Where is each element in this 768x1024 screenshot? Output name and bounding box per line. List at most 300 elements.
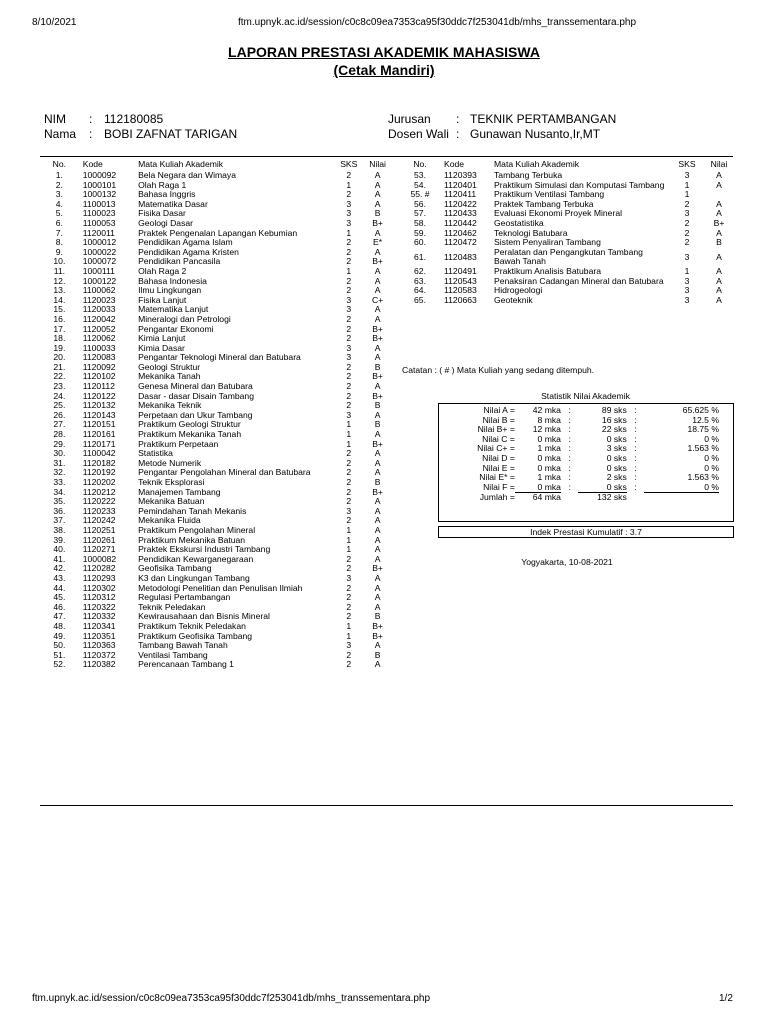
catatan-note: Catatan : ( # ) Mata Kuliah yang sedang ditempuh.: [402, 365, 595, 375]
course-code: 1120042: [82, 313, 116, 324]
course-name: Mekanika Teknik: [138, 400, 202, 411]
course-code: 1120442: [444, 217, 477, 228]
statistik-title: Statistik Nilai Akademik: [541, 391, 630, 401]
course-no: 47.: [53, 611, 66, 622]
course-grade: A: [374, 601, 381, 612]
course-code: 1120083: [82, 352, 116, 363]
course-code: 1000111: [82, 265, 115, 276]
course-no: 56.: [414, 198, 426, 209]
statistik-label: Nilai C+ =: [477, 443, 515, 454]
course-code: 1000092: [82, 170, 117, 180]
course-code: 1120351: [82, 630, 116, 641]
course-grade: A: [374, 265, 381, 276]
col-mk: Mata Kuliah Akademik: [494, 159, 580, 169]
course-grade: B+: [372, 371, 383, 382]
course-name: Mekanika Tanah: [138, 371, 201, 382]
course-grade: B+: [372, 620, 383, 631]
course-name: Tambang Bawah Tanah: [138, 640, 228, 651]
course-grade: B+: [372, 333, 383, 344]
statistik-total-row: [449, 493, 719, 503]
course-grade: B: [374, 361, 381, 372]
course-code: 1120491: [444, 265, 477, 276]
course-no: 59.: [414, 227, 426, 238]
col-kode: Kode: [82, 159, 103, 169]
statistik-colon: :: [568, 462, 571, 473]
course-name: Praktikum Pengolahan Mineral: [138, 524, 256, 535]
course-no: 1.: [55, 170, 63, 180]
course-code: 1120663: [444, 294, 477, 305]
course-code: 1120393: [444, 170, 477, 180]
course-no: 31.: [53, 457, 66, 468]
course-no: 2.: [55, 179, 63, 190]
course-code: 1120422: [444, 198, 477, 209]
course-no: 8.: [55, 237, 63, 248]
col-mk: Mata Kuliah Akademik: [138, 159, 224, 169]
course-code: 1120112: [82, 381, 115, 392]
course-code: 1100013: [82, 198, 116, 209]
statistik-box: [438, 403, 734, 522]
course-grade: A: [716, 179, 722, 190]
course-grade: A: [374, 534, 381, 545]
course-name: Peralatan dan Pengangkutan Tambang Bawah Tanah: [494, 246, 643, 267]
course-code: 1120171: [82, 438, 116, 449]
course-sks: 1: [684, 189, 690, 200]
course-code: 1120411: [444, 189, 477, 200]
course-no: 10.: [53, 256, 66, 267]
course-name: Kewirausahaan dan Bisnis Mineral: [138, 611, 270, 622]
course-name: Praktek Ekskursi Industri Tambang: [138, 544, 271, 555]
course-code: 1120302: [82, 582, 116, 593]
course-no: 46.: [53, 601, 66, 612]
course-grade: A: [374, 275, 381, 286]
statistik-sks: 16 sks: [601, 414, 627, 425]
course-grade: B+: [372, 256, 383, 267]
statistik-mk: 0 mka: [537, 462, 561, 473]
course-name: Teknik Peledakan: [138, 601, 206, 612]
course-no: 50.: [53, 640, 66, 651]
course-sks: 3: [346, 572, 352, 583]
course-name: Matematika Dasar: [138, 198, 208, 209]
course-name: K3 dan Lingkungan Tambang: [138, 572, 250, 583]
col-sks: SKS: [678, 159, 696, 169]
statistik-sks: 89 sks: [601, 405, 627, 415]
course-grade: B+: [372, 438, 383, 449]
course-no: 7.: [55, 227, 63, 238]
course-name: Kimia Dasar: [138, 342, 185, 353]
course-name: Pengantar Pengolahan Mineral dan Batubara: [138, 467, 311, 478]
course-code: 1120122: [82, 390, 116, 401]
nama-value: BOBI ZAFNAT TARIGAN: [104, 127, 238, 141]
course-name: Pengantar Teknologi Mineral dan Batubara: [138, 352, 301, 363]
course-name: Pendidikan Agama Kristen: [138, 246, 239, 257]
statistik-mk: 0 mka: [537, 481, 561, 492]
course-no: 34.: [53, 486, 66, 497]
course-sks: 2: [346, 390, 352, 401]
course-sks: 2: [346, 601, 352, 612]
course-name: Geostatistika: [494, 217, 544, 228]
statistik-pct: 65.625 %: [682, 405, 719, 415]
course-name: Olah Raga 2: [138, 265, 187, 276]
course-sks: 3: [684, 251, 690, 262]
course-no: 39.: [53, 534, 66, 545]
course-code: 1100053: [82, 217, 116, 228]
course-no: 58.: [414, 217, 426, 228]
course-grade: A: [374, 448, 381, 459]
statistik-colon: :: [634, 414, 637, 425]
course-code: 1000132: [82, 189, 117, 200]
course-grade: B+: [372, 217, 383, 228]
course-name: Pendidikan Kewarganegaraan: [138, 553, 254, 564]
course-grade: A: [374, 505, 381, 516]
course-grade: A: [716, 251, 722, 262]
course-grade: B+: [713, 217, 725, 228]
statistik-sks: 0 sks: [606, 462, 627, 473]
course-code: 1000022: [82, 246, 117, 257]
course-grade: A: [716, 285, 722, 296]
course-no: 17.: [53, 323, 66, 334]
course-sks: 3: [684, 285, 690, 296]
course-table-right: [400, 157, 733, 305]
print-date: 8/10/2021: [32, 17, 77, 28]
print-url: ftm.upnyk.ac.id/session/c0c8c09ea7353ca95f30ddc7f253041db/mhs_transsementara.php: [238, 17, 637, 28]
statistik-colon: :: [568, 405, 571, 415]
course-code: 1120182: [82, 457, 116, 468]
statistik-pct: 0 %: [704, 452, 719, 463]
course-sks: 2: [684, 217, 690, 228]
course-name: Hidrogeologi: [494, 285, 543, 296]
course-code: 1120202: [82, 477, 116, 487]
course-grade: A: [374, 246, 381, 257]
course-code: 1120261: [82, 534, 116, 545]
course-name: Praktikum Perpetaan: [138, 438, 219, 449]
course-code: 1120322: [82, 601, 116, 612]
statistik-pct: 18.75 %: [687, 424, 719, 435]
course-no: 62.: [414, 265, 426, 276]
course-sks: 3: [346, 505, 352, 516]
course-name: Bahasa Indonesia: [138, 275, 207, 286]
course-name: Praktikum Ventilasi Tambang: [494, 189, 605, 200]
course-name: Praktek Tambang Terbuka: [494, 198, 594, 209]
course-grade: A: [374, 553, 381, 564]
course-grade: A: [374, 582, 381, 593]
course-name: Mekanika Fluida: [138, 515, 201, 526]
course-sks: 1: [346, 534, 352, 545]
course-name: Geologi Struktur: [138, 361, 201, 372]
course-sks: 2: [346, 333, 352, 344]
course-code: 1120372: [82, 649, 116, 660]
course-grade: A: [374, 285, 381, 296]
table-header: [400, 157, 733, 171]
table-header: [40, 157, 392, 171]
course-code: 1120382: [82, 659, 116, 670]
course-grade: A: [716, 170, 722, 180]
course-sks: 3: [346, 409, 352, 420]
course-code: 1120483: [444, 251, 477, 262]
col-nilai: Nilai: [710, 159, 728, 169]
course-sks: 1: [346, 419, 352, 430]
course-no: 44.: [53, 582, 66, 593]
course-sks: 2: [346, 515, 352, 526]
course-sks: 3: [346, 217, 352, 228]
course-name: Teknik Eksplorasi: [138, 477, 205, 487]
course-no: 36.: [53, 505, 66, 516]
course-name: Fisika Lanjut: [138, 294, 187, 305]
course-name: Sistem Penyaliran Tambang: [494, 237, 601, 248]
course-grade: B: [374, 400, 381, 411]
course-sks: 2: [346, 477, 352, 487]
course-name: Metodologi Penelitian dan Penulisan Ilmiah: [138, 582, 303, 593]
footer-url: ftm.upnyk.ac.id/session/c0c8c09ea7353ca95f30ddc7f253041db/mhs_transsementara.php: [32, 993, 431, 1004]
course-sks: 3: [684, 170, 690, 180]
course-no: 27.: [53, 419, 66, 430]
course-code: 1120033: [82, 304, 116, 315]
statistik-pct: 1.563 %: [687, 443, 719, 454]
nim-value: 112180085: [104, 112, 164, 126]
course-no: 16.: [53, 313, 66, 324]
course-code: 1100033: [82, 342, 116, 353]
course-name: Bela Negara dan Wimaya: [138, 170, 236, 180]
statistik-mk: 12 mka: [532, 424, 561, 435]
course-grade: E*: [373, 237, 383, 248]
course-name: Genesa Mineral dan Batubara: [138, 381, 253, 392]
course-sks: 2: [346, 563, 352, 574]
course-name: Tambang Terbuka: [494, 170, 563, 180]
course-grade: A: [374, 313, 381, 324]
course-grade: A: [374, 544, 381, 555]
course-name: Pendidikan Agama Islam: [138, 237, 233, 248]
course-grade: B: [374, 477, 381, 487]
statistik-pct: 0 %: [704, 462, 719, 473]
course-no: 35.: [53, 496, 66, 507]
course-name: Teknologi Batubara: [494, 227, 568, 238]
statistik-sks: 0 sks: [606, 481, 627, 492]
col-sks: SKS: [340, 159, 358, 169]
course-name: Bahasa Inggris: [138, 189, 196, 200]
course-name: Praktikum Analisis Batubara: [494, 265, 601, 276]
course-sks: 2: [346, 256, 352, 267]
course-sks: 1: [346, 630, 352, 641]
statistik-colon: :: [568, 452, 571, 463]
course-no: 51.: [53, 649, 66, 660]
course-grade: A: [374, 572, 381, 583]
course-no: 63.: [414, 275, 426, 286]
course-no: 24.: [53, 390, 66, 401]
course-grade: A: [374, 429, 381, 440]
footer-page: 1/2: [719, 993, 733, 1004]
course-name: Geologi Dasar: [138, 217, 194, 228]
course-no: 14.: [53, 294, 66, 305]
course-sks: 2: [346, 381, 352, 392]
course-name: Praktikum Mekanika Batuan: [138, 534, 246, 545]
course-grade: A: [374, 179, 381, 190]
course-grade: B: [374, 419, 381, 430]
course-sks: 2: [346, 553, 352, 564]
course-code: 1120212: [82, 486, 116, 497]
course-code: 1120543: [444, 275, 477, 286]
course-code: 1120062: [82, 333, 116, 344]
course-grade: A: [716, 227, 722, 238]
course-code: 1120143: [82, 409, 116, 420]
course-code: 1120233: [82, 505, 116, 516]
course-name: Regulasi Pertambangan: [138, 592, 231, 603]
course-sks: 1: [346, 429, 352, 440]
course-code: 1120401: [444, 179, 477, 190]
course-no: 12.: [53, 275, 66, 286]
course-no: 61.: [414, 251, 426, 262]
course-sks: 2: [346, 170, 352, 180]
statistik-total-spacer2: [627, 493, 645, 503]
course-sks: 1: [346, 620, 352, 631]
statistik-colon: :: [634, 472, 637, 483]
course-sks: 2: [684, 227, 690, 238]
course-sks: 1: [346, 179, 352, 190]
course-grade: A: [374, 524, 381, 535]
statistik-colon: :: [634, 452, 637, 463]
course-no: 60.: [414, 237, 426, 248]
statistik-total-spacer: [561, 493, 579, 503]
course-no: 26.: [53, 409, 66, 420]
statistik-label: Nilai E =: [482, 462, 515, 473]
course-sks: 2: [346, 246, 352, 257]
course-sks: 3: [346, 342, 352, 353]
course-grade: A: [374, 515, 381, 526]
course-name: Praktikum Mekanika Tanah: [138, 429, 242, 440]
course-row: [400, 248, 733, 267]
course-no: 23.: [53, 381, 66, 392]
course-name: Mekanika Batuan: [138, 496, 205, 507]
course-name: Praktikum Geologi Struktur: [138, 419, 241, 430]
course-code: 1120023: [82, 294, 116, 305]
course-sks: 2: [346, 371, 352, 382]
statistik-label: Nilai B+ =: [477, 424, 515, 435]
statistik-mk: 1 mka: [537, 472, 561, 483]
statistik-total-label: Jumlah =: [479, 492, 515, 503]
course-sks: 3: [346, 208, 352, 219]
course-no: 22.: [53, 371, 66, 382]
course-code: 1000122: [82, 275, 117, 286]
course-no: 28.: [53, 429, 66, 440]
course-name: Metode Numerik: [138, 457, 202, 468]
course-name: Matematika Lanjut: [138, 304, 209, 315]
course-code: 1120271: [82, 544, 116, 555]
course-no: 65.: [414, 294, 426, 305]
page-subtitle: (Cetak Mandiri): [333, 62, 435, 78]
course-no: 21.: [53, 361, 66, 372]
course-code: 1000082: [82, 553, 117, 564]
course-sks: 2: [346, 496, 352, 507]
course-code: 1120161: [82, 429, 116, 440]
statistik-sks: 2 sks: [606, 472, 627, 483]
course-grade: A: [716, 275, 722, 286]
statistik-colon: :: [568, 443, 571, 454]
course-row: [400, 296, 733, 306]
statistik-colon: :: [568, 414, 571, 425]
course-no: 43.: [53, 572, 66, 583]
course-grade: B+: [372, 563, 383, 574]
course-sks: 3: [346, 640, 352, 651]
course-sks: 2: [346, 457, 352, 468]
course-sks: 2: [684, 237, 690, 248]
statistik-total-spacer3: [644, 493, 719, 503]
course-code: 1120332: [82, 611, 116, 622]
course-code: 1120151: [82, 419, 116, 430]
course-sks: 3: [346, 352, 352, 363]
course-grade: B: [374, 649, 381, 660]
course-name: Geofisika Tambang: [138, 563, 212, 574]
course-name: Pemindahan Tanah Mekanis: [138, 505, 247, 516]
statistik-colon: :: [634, 462, 637, 473]
course-code: 1120341: [82, 620, 116, 631]
course-no: 20.: [53, 352, 66, 363]
course-table-left: [40, 157, 392, 670]
statistik-mk: 42 mka: [532, 405, 561, 415]
course-grade: A: [374, 640, 381, 651]
place-date: Yogyakarta, 10-08-2021: [521, 557, 613, 567]
statistik-colon: :: [634, 482, 637, 492]
course-name: Manajemen Tambang: [138, 486, 221, 497]
course-sks: 2: [346, 659, 352, 670]
course-grade: A: [374, 304, 381, 315]
course-code: 1120132: [82, 400, 116, 411]
course-no: 29.: [53, 438, 66, 449]
course-code: 1000012: [82, 237, 117, 248]
course-code: 1120363: [82, 640, 116, 651]
course-grade: A: [716, 198, 722, 209]
statistik-label: Nilai E* =: [479, 472, 515, 483]
course-row: [40, 660, 392, 670]
course-grade: B+: [372, 486, 383, 497]
statistik-colon: :: [634, 443, 637, 454]
course-name: Perencanaan Tambang 1: [138, 659, 234, 670]
statistik-pct: 12.5 %: [692, 414, 719, 425]
course-name: Olah Raga 1: [138, 179, 187, 190]
jurusan-value: TEKNIK PERTAMBANGAN: [470, 112, 617, 126]
course-no: 11.: [53, 265, 66, 276]
course-grade: A: [716, 265, 722, 276]
statistik-colon: :: [568, 433, 571, 444]
course-sks: 3: [684, 294, 690, 305]
course-name: Pengantar Ekonomi: [138, 323, 214, 334]
course-name: Praktikum Teknik Peledakan: [138, 620, 246, 631]
ipk-box: Indek Prestasi Kumulatif : 3.7: [438, 526, 734, 538]
course-code: 1000072: [82, 256, 117, 267]
course-name: Praktikum Geofisika Tambang: [138, 630, 253, 641]
course-code: 1120583: [444, 285, 477, 296]
course-code: 1120251: [82, 524, 116, 535]
course-no: 32.: [53, 467, 66, 478]
course-grade: A: [374, 352, 381, 363]
course-sks: 2: [684, 198, 690, 209]
statistik-sks: 22 sks: [601, 424, 627, 435]
course-no: 18.: [53, 333, 66, 344]
course-name: Evaluasi Ekonomi Proyek Mineral: [494, 208, 623, 219]
statistik-colon: :: [634, 424, 637, 435]
statistik-label: Nilai F =: [483, 482, 515, 492]
dosen-label: Dosen Wali: [388, 127, 449, 141]
course-code: 1120293: [82, 572, 116, 583]
course-sks: 2: [346, 649, 352, 660]
course-no: 57.: [414, 208, 426, 219]
course-name: Geoteknik: [494, 294, 533, 305]
course-code: 1100062: [82, 285, 116, 296]
course-grade: B: [374, 611, 381, 622]
course-sks: 2: [346, 400, 352, 411]
course-no: 3.: [55, 189, 63, 200]
statistik-mk: 0 mka: [537, 433, 561, 444]
statistik-colon: :: [568, 424, 571, 435]
course-no: 4.: [55, 198, 63, 209]
nim-label: NIM: [44, 112, 66, 126]
